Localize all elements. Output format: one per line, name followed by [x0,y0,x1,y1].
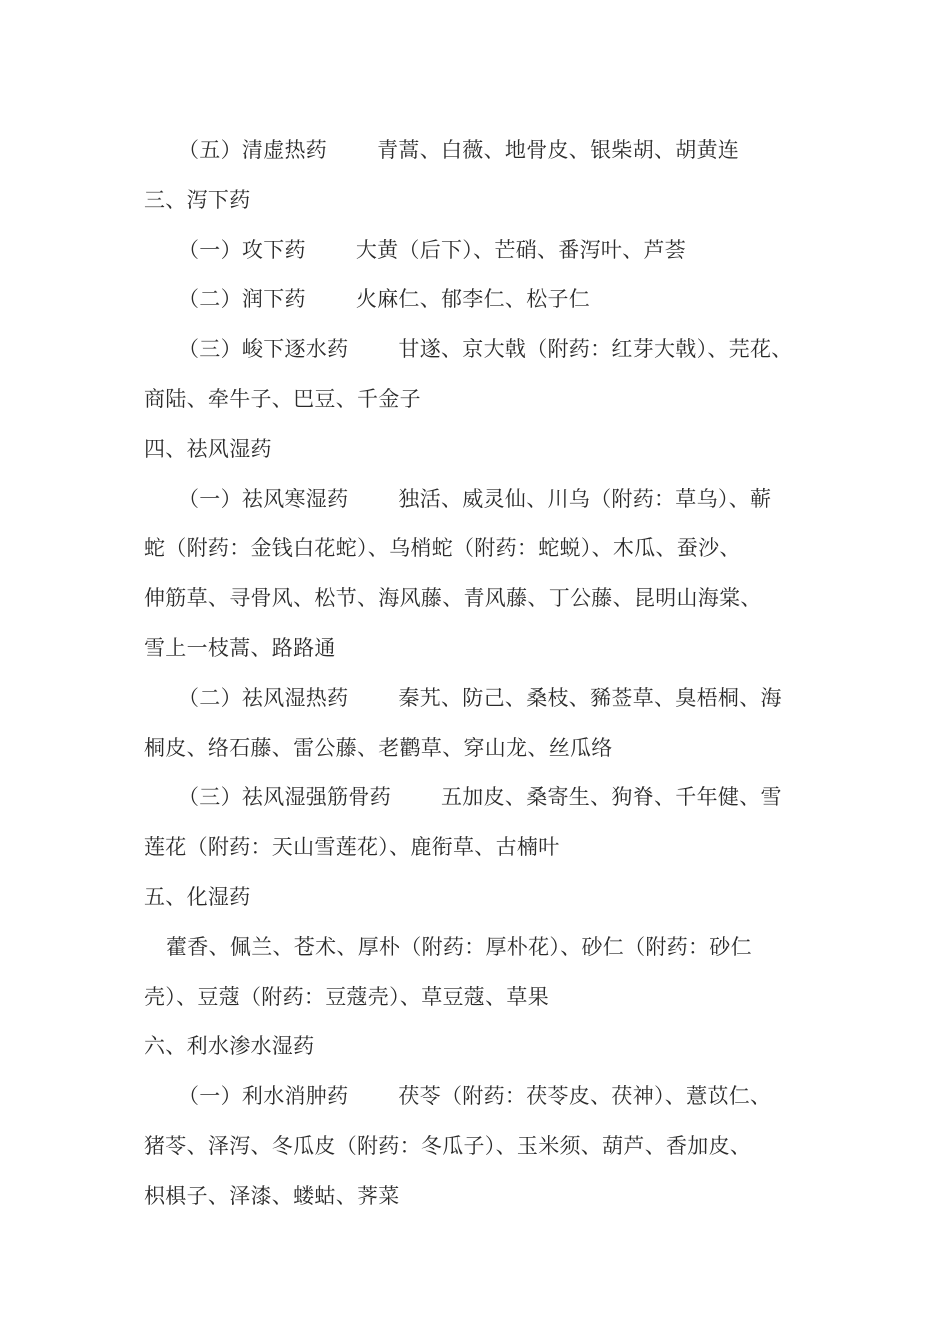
paragraph-line: 藿香、佩兰、苍术、厚朴（附药：厚朴花）、砂仁（附药：砂仁 [166,934,752,959]
continuation-line: 莲花（附药：天山雪莲花）、鹿衔草、古楠叶 [144,835,560,860]
subsection-line [144,325,814,375]
subsection-line [144,226,814,276]
subsection-heading: （一）祛风寒湿药 [178,486,349,511]
section-heading: 三、泻下药 [144,187,251,212]
continuation-line: 猪苓、泽泻、冬瓜皮（附药：冬瓜子）、玉米须、葫芦、香加皮、 [144,1133,752,1158]
continuation-line: 壳）、豆蔻（附药：豆蔻壳）、草豆蔻、草果 [144,984,549,1009]
herb-list: 火麻仁、郁李仁、松子仁 [355,287,591,312]
herb-list: 大黄（后下）、芒硝、番泻叶、芦荟 [355,237,687,262]
subsection-heading: （三）祛风湿强筋骨药 [178,785,391,810]
subsection-line [144,475,814,525]
herb-list: 青蒿、白薇、地骨皮、银柴胡、胡黄连 [377,138,740,162]
section-heading: 五、化湿药 [144,884,251,909]
herb-list: 茯苓（附药：茯苓皮、茯神）、薏苡仁、 [398,1084,772,1109]
continuation-line: 蛇（附药：金钱白花蛇）、乌梢蛇（附药：蛇蜕）、木瓜、蚕沙、 [144,536,741,561]
herb-list: 独活、威灵仙、川乌（附药：草乌）、蕲 [398,486,772,511]
continuation-line: 枳椇子、泽漆、蝼蛄、荠菜 [144,1183,400,1208]
document-body [144,126,814,1222]
subsection-line [144,674,814,724]
section-heading: 四、祛风湿药 [144,436,272,461]
continuation-line: 雪上一枝蒿、路路通 [144,635,336,660]
herb-list: 五加皮、桑寄生、狗脊、千年健、雪 [441,785,782,810]
subsection-line [144,1072,814,1122]
subsection-heading: （一）利水消肿药 [178,1084,349,1109]
subsection-heading: （三）峻下逐水药 [178,337,349,362]
continuation-line: 商陆、牵牛子、巴豆、千金子 [144,386,421,411]
continuation-line: 伸筋草、寻骨风、松节、海风藤、青风藤、丁公藤、昆明山海棠、 [144,586,762,611]
subsection-heading: （二）祛风湿热药 [178,685,349,710]
herb-list: 甘遂、京大戟（附药：红芽大戟）、芫花、 [398,337,793,362]
section-heading: 六、利水渗水湿药 [144,1034,315,1059]
subsection-line [144,126,814,176]
subsection-heading: （二）润下药 [178,287,306,312]
subsection-line [144,773,814,823]
continuation-line: 桐皮、络石藤、雷公藤、老鹳草、穿山龙、丝瓜络 [144,735,613,760]
subsection-line [144,275,814,325]
subsection-heading: （五）清虚热药 [178,138,328,162]
herb-list: 秦艽、防己、桑枝、豨莶草、臭梧桐、海 [398,685,782,710]
subsection-heading: （一）攻下药 [178,237,306,262]
